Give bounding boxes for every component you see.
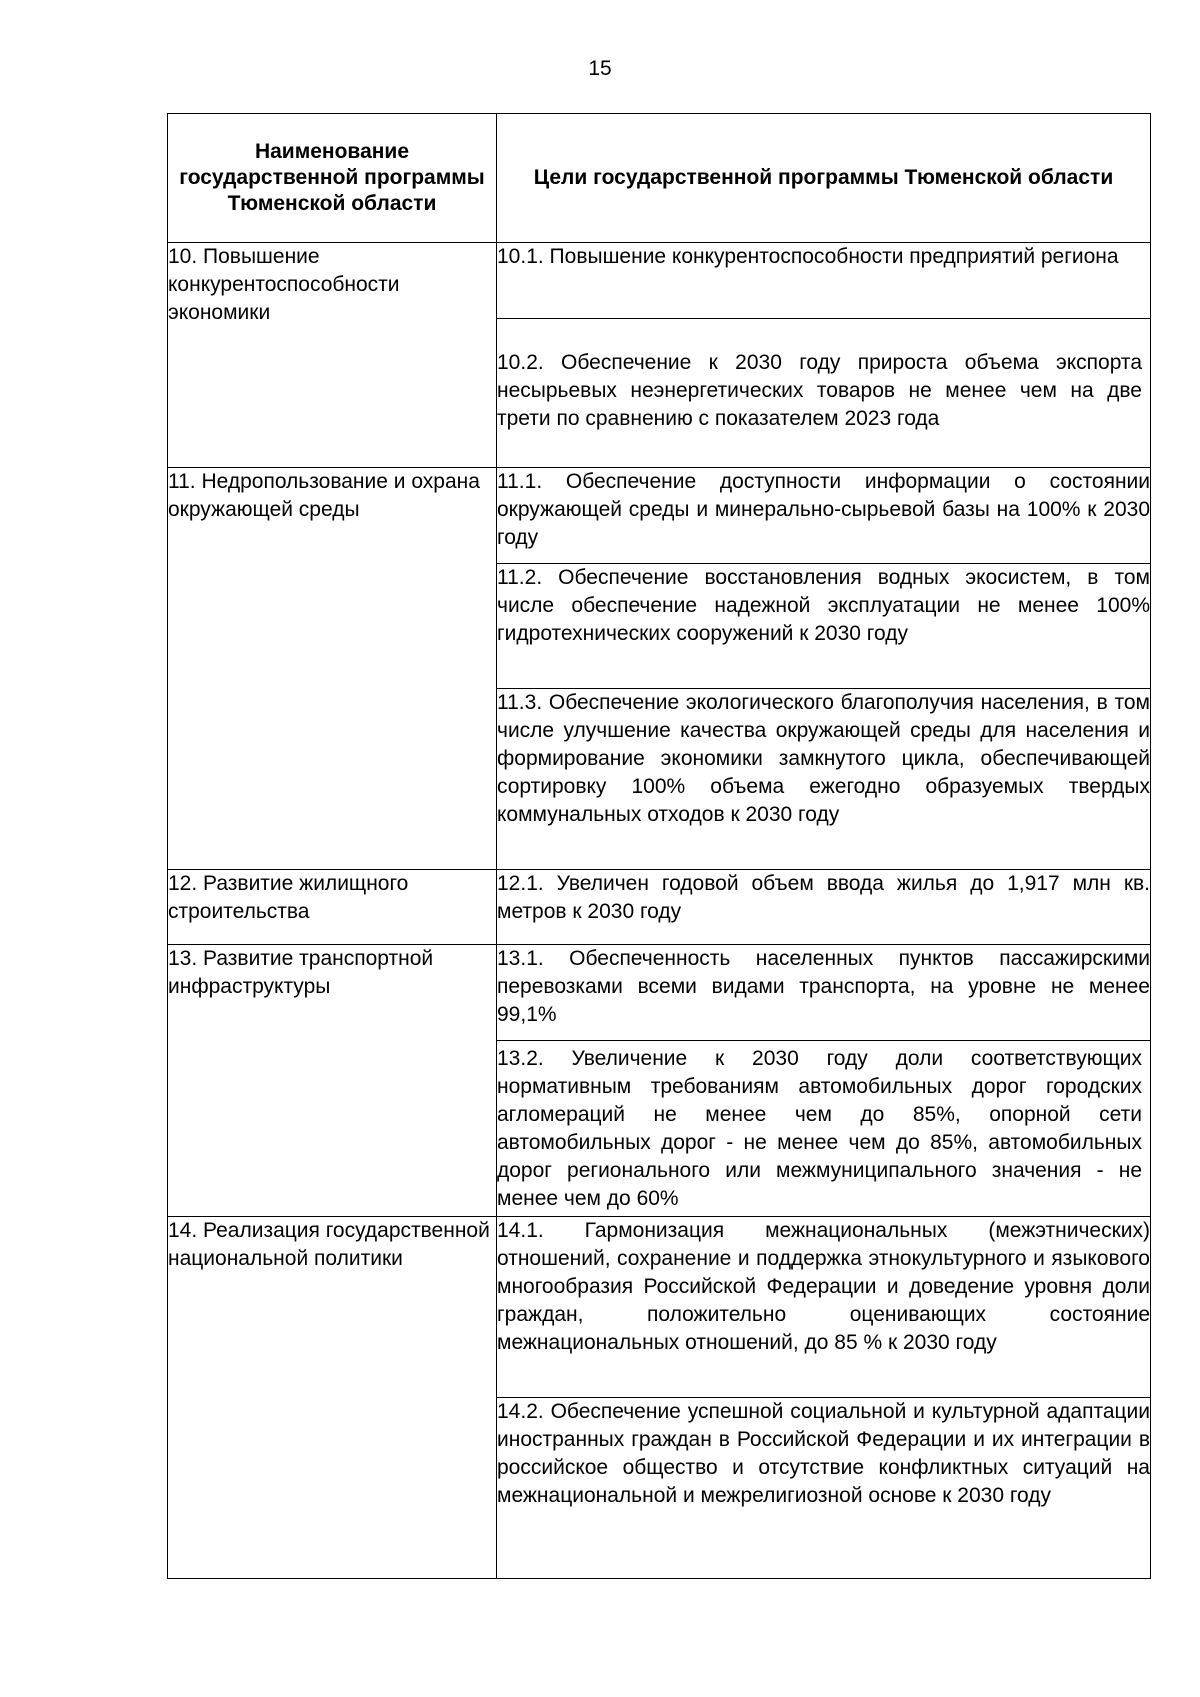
table-row: [168, 468, 1151, 564]
goal-cell: [497, 1398, 1151, 1579]
goal-text: 13.1. Обеспеченность населенных пунктов пассажирскими перевозками всеми видами транспорта, на уровне не менее 99,1%: [497, 947, 1150, 1026]
goal-cell: [497, 689, 1151, 870]
goal-text: 11.2. Обеспечение восстановления водных экосистем, в том числе обеспечение надежной эксплуатации не менее 100% гидротехнических сооружений к 2030 году: [497, 566, 1150, 645]
table-row: [168, 243, 1151, 319]
header-program-goals: Цели государственной программы Тюменской области: [497, 114, 1151, 243]
header-program-name: Наименование государственной программы Тюменской области: [168, 114, 497, 243]
table-row: [168, 870, 1151, 945]
program-name-cell: [168, 243, 497, 468]
program-name-cell: [168, 945, 497, 1217]
goal-text: 11.3. Обеспечение экологического благополучия населения, в том числе улучшение качества окружающей среды для населения и формирование экономики замкнутого цикла, обеспечивающей сортировку 100% объема ежегодно образуемых твердых коммунальных отходов к 2030 году: [497, 691, 1150, 826]
program-name-cell: [168, 870, 497, 945]
goal-cell: [497, 1217, 1151, 1398]
goal-text: 14.1. Гармонизация межнациональных (межэтнических) отношений, сохранение и поддержка этнокультурного и языкового многообразия Российской Федерации и доведение уровня доли граждан, положительно оценивающих состояние межнациональных отношений, до 85 % к 2030 году: [497, 1219, 1150, 1354]
goal-text: 11.1. Обеспечение доступности информации о состоянии окружающей среды и минерально-сырьевой базы на 100% к 2030 году: [497, 470, 1150, 549]
table-row: [168, 1217, 1151, 1398]
table-header-row: [168, 114, 1151, 243]
program-name: 10. Повышение конкурентоспособности экономики: [168, 245, 400, 324]
goal-cell: [497, 468, 1151, 564]
goal-cell: [497, 870, 1151, 945]
goal-cell: [497, 945, 1151, 1041]
goal-cell: [497, 1041, 1151, 1217]
goal-text: 14.2. Обеспечение успешной социальной и культурной адаптации иностранных граждан в Российской Федерации и их интеграции в российское общество и отсутствие конфликтных ситуаций на межнациональной и межрелигиозной основе к 2030 году: [497, 1400, 1150, 1507]
program-name: 14. Реализация государственной национальной политики: [168, 1219, 490, 1270]
program-name-cell: [168, 468, 497, 870]
program-name: 11. Недропользование и охрана окружающей среды: [168, 470, 480, 521]
table-row: [168, 945, 1151, 1041]
goal-text: 12.1. Увеличен годовой объем ввода жилья до 1,917 млн кв. метров к 2030 году: [497, 872, 1150, 923]
page-number: 15: [588, 57, 612, 80]
goal-text: 10.2. Обеспечение к 2030 году прироста объема экспорта несырьевых неэнергетических товаров не менее чем на две трети по сравнению с показателем 2023 года: [497, 351, 1142, 430]
program-name-cell: [168, 1217, 497, 1579]
goal-cell: [497, 319, 1151, 468]
programs-goals-table: [167, 113, 1151, 1579]
goal-cell: [497, 243, 1151, 319]
program-name: 12. Развитие жилищного строительства: [168, 872, 409, 923]
goal-cell: [497, 564, 1151, 689]
goal-text: 13.2. Увеличение к 2030 году доли соответствующих нормативным требованиям автомобильных дорог городских агломераций не менее чем до 85%, опорной сети автомобильных дорог - не менее чем до 85%, автомобильных дорог регионального или межмуниципального значения - не менее чем до 60%: [497, 1047, 1142, 1210]
goal-text: 10.1. Повышение конкурентоспособности предприятий региона: [497, 245, 1119, 268]
program-name: 13. Развитие транспортной инфраструктуры: [168, 947, 434, 998]
